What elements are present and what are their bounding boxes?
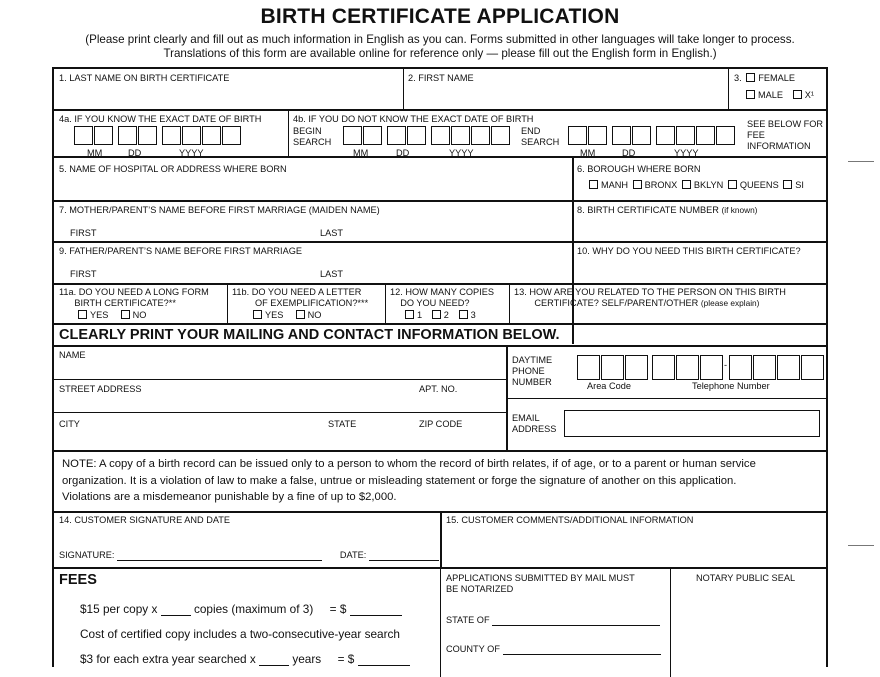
yyyy-label: YYYY xyxy=(179,148,204,158)
cert-number-label: 8. BIRTH CERTIFICATE NUMBER (if known) xyxy=(577,205,758,215)
phone-label: DAYTIME PHONE NUMBER xyxy=(512,355,553,387)
fees-heading: FEES xyxy=(59,572,97,588)
legal-note xyxy=(62,456,756,506)
extra-years-line[interactable] xyxy=(259,665,289,666)
father-first-label: FIRST xyxy=(70,269,97,279)
relation-label: 13. HOW ARE YOU RELATED TO THE PERSON ON THIS BIRTH CERTIFICATE? SELF/PARENT/OTHER (please explain) xyxy=(514,287,786,308)
copies-2-checkbox[interactable] xyxy=(432,310,441,319)
sex-field xyxy=(734,73,795,84)
signature-line[interactable] xyxy=(117,560,322,561)
first-name-label: 2. FIRST NAME xyxy=(408,73,474,83)
county-of-label: COUNTY OF xyxy=(446,644,500,654)
female-label: FEMALE xyxy=(758,73,795,83)
form-subtitle-line-1: (Please print clearly and fill out as much information in English as you can. Forms submitted in other languages will take longer to process. xyxy=(85,33,795,46)
zip-label: ZIP CODE xyxy=(419,419,463,429)
letter-yes-checkbox[interactable] xyxy=(253,310,262,319)
queens-checkbox[interactable] xyxy=(728,180,737,189)
signature-section-label: 14. CUSTOMER SIGNATURE AND DATE xyxy=(59,515,231,525)
signature-field xyxy=(59,550,439,561)
male-checkbox[interactable] xyxy=(746,90,755,99)
borough-options: MANH BRONX BKLYN QUEENS SI xyxy=(587,180,804,191)
mother-name-label: 7. MOTHER/PARENT’S NAME BEFORE FIRST MARRIAGE (MAIDEN NAME) xyxy=(59,205,380,215)
male-label: MALE xyxy=(758,90,784,100)
comments-label: 15. CUSTOMER COMMENTS/ADDITIONAL INFORMATION xyxy=(446,515,694,525)
no-exact-date-label: 4b. IF YOU DO NOT KNOW THE EXACT DATE OF BIRTH xyxy=(293,114,534,124)
copies-count-line[interactable] xyxy=(161,615,191,616)
yyyy-label: YYYY xyxy=(674,148,699,158)
dd-label: DD xyxy=(128,148,142,158)
street-label: STREET ADDRESS xyxy=(59,384,142,394)
fee-extra-years-line: $3 for each extra year searched x years = $ xyxy=(80,652,410,666)
phone-dash: - xyxy=(724,360,728,370)
margin-mark xyxy=(848,161,874,162)
form-title: BIRTH CERTIFICATE APPLICATION xyxy=(260,5,620,28)
exact-date-label: 4a. IF YOU KNOW THE EXACT DATE OF BIRTH xyxy=(59,114,262,124)
end-search-label: END SEARCH xyxy=(521,126,560,147)
signature-label: SIGNATURE: xyxy=(59,550,115,560)
letter-no-checkbox[interactable] xyxy=(296,310,305,319)
long-form-yes-checkbox[interactable] xyxy=(78,310,87,319)
email-input[interactable] xyxy=(564,410,820,437)
state-of-field xyxy=(446,615,660,626)
name-label: NAME xyxy=(59,350,86,360)
why-label: 10. WHY DO YOU NEED THIS BIRTH CERTIFICATE? xyxy=(577,246,801,256)
copies-3-checkbox[interactable] xyxy=(459,310,468,319)
last-name-label: 1. LAST NAME ON BIRTH CERTIFICATE xyxy=(59,73,230,83)
notary-seal-label: NOTARY PUBLIC SEAL xyxy=(696,573,796,583)
application-form xyxy=(52,67,828,667)
begin-search-boxes[interactable] xyxy=(343,126,511,145)
legal-note-line: Violations are a misdemeanor punishable by a fine of up to $2,000. xyxy=(62,491,397,503)
long-form-options: YES NO xyxy=(76,310,146,321)
telephone-label: Telephone Number xyxy=(692,381,770,391)
legal-note-line: organization. It is a violation of law to make a false, untrue or misleading statement or forge the signature of another on this application. xyxy=(62,474,737,487)
mail-notary-label: APPLICATIONS SUBMITTED BY MAIL MUST BE NOTARIZED xyxy=(446,573,635,594)
end-search-boxes[interactable] xyxy=(568,126,736,145)
phone-prefix-boxes[interactable] xyxy=(652,355,727,380)
yyyy-label: YYYY xyxy=(449,148,474,158)
state-of-line[interactable] xyxy=(492,625,660,626)
fee-note: SEE BELOW FOR FEE INFORMATION xyxy=(747,119,824,151)
father-name-label: 9. FATHER/PARENT’S NAME BEFORE FIRST MARRIAGE xyxy=(59,246,302,256)
county-of-line[interactable] xyxy=(503,654,661,655)
long-form-label: 11a. DO YOU NEED A LONG FORM BIRTH CERTIFICATE?** xyxy=(59,287,209,308)
state-of-label: STATE OF xyxy=(446,615,490,625)
father-last-label: LAST xyxy=(320,269,343,279)
extra-total-line[interactable] xyxy=(358,665,410,666)
copies-label: 12. HOW MANY COPIES DO YOU NEED? xyxy=(390,287,494,308)
phone-line-boxes[interactable] xyxy=(729,355,825,380)
mm-label: MM xyxy=(87,148,103,158)
long-form-no-checkbox[interactable] xyxy=(121,310,130,319)
mm-label: MM xyxy=(580,148,596,158)
x-label: X¹ xyxy=(804,90,814,100)
mother-last-label: LAST xyxy=(320,228,343,238)
form-subtitle-line-2: Translations of this form are available online for reference only — please fill out the English form in English.) xyxy=(163,47,717,60)
apt-label: APT. NO. xyxy=(419,384,458,394)
city-label: CITY xyxy=(59,419,80,429)
copies-1-checkbox[interactable] xyxy=(405,310,414,319)
mother-first-label: FIRST xyxy=(70,228,97,238)
sex-options xyxy=(744,90,814,101)
sex-label: 3. xyxy=(734,73,742,83)
copies-total-line[interactable] xyxy=(350,615,402,616)
si-checkbox[interactable] xyxy=(783,180,792,189)
fee-copies-line: $15 per copy x copies (maximum of 3) = $ xyxy=(80,602,402,616)
letter-label: 11b. DO YOU NEED A LETTER OF EXEMPLIFICATION?*** xyxy=(232,287,369,308)
state-label: STATE xyxy=(328,419,357,429)
email-label: EMAIL ADDRESS xyxy=(512,413,557,434)
female-checkbox[interactable] xyxy=(746,73,755,82)
mm-label: MM xyxy=(353,148,369,158)
begin-search-label: BEGIN SEARCH xyxy=(293,126,332,147)
area-code-boxes[interactable] xyxy=(577,355,653,380)
x-checkbox[interactable] xyxy=(793,90,802,99)
contact-heading: CLEARLY PRINT YOUR MAILING AND CONTACT INFORMATION BELOW. xyxy=(59,327,560,343)
manh-checkbox[interactable] xyxy=(589,180,598,189)
bklyn-checkbox[interactable] xyxy=(682,180,691,189)
letter-options: YES NO xyxy=(251,310,321,321)
legal-note-line: NOTE: A copy of a birth record can be issued only to a person to whom the record of birth relates, if of age, or to a parent or human service xyxy=(62,458,756,470)
borough-label: 6. BOROUGH WHERE BORN xyxy=(577,164,701,174)
county-of-field xyxy=(446,644,661,655)
date-line[interactable] xyxy=(369,560,439,561)
dd-label: DD xyxy=(396,148,410,158)
dd-label: DD xyxy=(622,148,636,158)
copies-options: 1 2 3 xyxy=(403,310,476,321)
area-code-label: Area Code xyxy=(587,381,631,391)
hospital-label: 5. NAME OF HOSPITAL OR ADDRESS WHERE BORN xyxy=(59,164,287,174)
date-label: DATE: xyxy=(339,550,367,560)
fee-search-note: Cost of certified copy includes a two-consecutive-year search xyxy=(80,627,400,641)
exact-date-boxes[interactable] xyxy=(74,126,242,145)
margin-mark xyxy=(848,545,874,546)
bronx-checkbox[interactable] xyxy=(633,180,642,189)
